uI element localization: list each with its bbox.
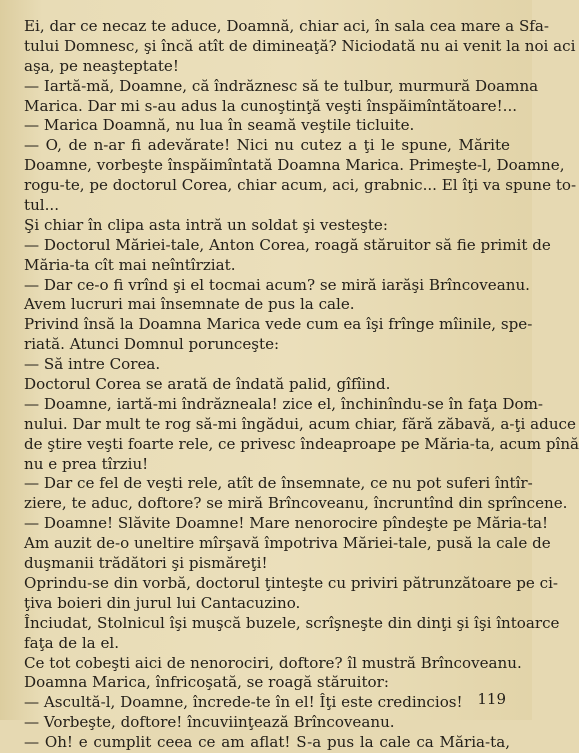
text-line: aşa, pe neaşteptate! [24, 56, 179, 75]
text-line: de ştire veşti foarte rele, ce privesc îndeaproape pe Măria-ta, acum pînă [24, 434, 579, 453]
text-line: Doctorul Corea se arată de îndată palid, gîfîind. [24, 375, 391, 394]
text-line: — Dar ce fel de veşti rele, atît de însemnate, ce nu pot suferi întîr- [24, 474, 533, 493]
text-line: — Ascultă-l, Doamne, încrede-te în el! Îţi este credincios! [24, 693, 463, 712]
text-line: Doamne, vorbeşte înspăimîntată Doamna Marica. Primeşte-l, Doamne, [24, 156, 565, 175]
text-line: ţiva boieri din jurul lui Cantacuzino. [24, 593, 301, 612]
text-line: Măria-ta cît mai neîntîrziat. [24, 255, 236, 274]
text-line: Ei, dar ce necaz te aduce, Doamnă, chiar aci, în sala cea mare a Sfa- [24, 17, 549, 35]
text-line: Oprindu-se din vorbă, doctorul ţinteşte cu priviri pătrunzătoare pe ci- [24, 573, 559, 592]
text-line: — Doamne, iartă-mi îndrăzneala! zice el, închinîndu-se în faţa Dom- [24, 394, 543, 413]
text-line: Înciudat, Stolnicul îşi muşcă buzele, scrîşneşte din dinţi şi îşi întoarce [24, 613, 560, 632]
text-line: nu e prea tîrziu! [24, 454, 149, 473]
text-line: — Să intre Corea. [24, 355, 161, 374]
text-line: — Marica Doamnă, nu lua în seamă veştile ticluite. [24, 116, 415, 135]
text-line: riată. Atunci Domnul porunceşte: [24, 335, 280, 354]
page-text [24, 17, 579, 753]
text-line: ziere, te aduc, doftore? se miră Brîncoveanu, încruntînd din sprîncene. [24, 494, 568, 513]
text-line: Şi chiar în clipa asta intră un soldat şi vesteşte: [24, 215, 388, 234]
text-line: duşmanii trădători şi pismăreţi! [24, 554, 268, 573]
text-line: Am auzit de-o uneltire mîrşavă împotriva Măriei-tale, pusă la cale de [24, 534, 551, 553]
text-line: tului Domnesc, şi încă atît de dimineaţă? Niciodată nu ai venit la noi aci [24, 36, 576, 55]
text-line: rogu-te, pe doctorul Corea, chiar acum, aci, grabnic... El îţi va spune to- [24, 176, 577, 195]
text-line: Avem lucruri mai însemnate de pus la cale. [24, 295, 355, 314]
text-line: nului. Dar mult te rog să-mi îngădui, acum chiar, fără zăbavă, a-ţi aduce [24, 414, 576, 433]
text-line: — Iartă-mă, Doamne, că îndrăznesc să te tulbur, murmură Doamna [24, 76, 539, 95]
text-line: — Doamne! Slăvite Doamne! Mare nenorocire pîndeşte pe Măria-ta! [24, 514, 549, 533]
text-line: — O, de n-ar fi adevărate! Nici nu cutez a ţi le spune, Mărite [24, 136, 510, 155]
text-line: Doamna Marica, înfricoşată, se roagă stăruitor: [24, 673, 389, 692]
page-number: 119 [477, 690, 506, 708]
text-line: tul... [24, 196, 60, 215]
text-line: Ce tot cobeşti aici de nenorociri, doftore? îl mustră Brîncoveanu. [24, 653, 522, 672]
text-line: Privind însă la Doamna Marica vede cum ea îşi frînge mîinile, spe- [24, 315, 533, 334]
text-line: — Oh! e cumplit ceea ce am aflat! S-a pus la cale ca Măria-ta, [24, 733, 510, 752]
text-line: — Vorbeşte, doftore! încuviinţează Brîncoveanu. [24, 713, 395, 732]
text-line: faţa de la el. [24, 633, 120, 652]
text-line: — Doctorul Măriei-tale, Anton Corea, roagă stăruitor să fie primit de [24, 235, 551, 254]
text-line: Marica. Dar mi s-au adus la cunoştinţă veşti înspăimîntătoare!... [24, 96, 518, 115]
text-line: — Dar ce-o fi vrînd şi el tocmai acum? se miră iarăşi Brîncoveanu. [24, 275, 530, 294]
